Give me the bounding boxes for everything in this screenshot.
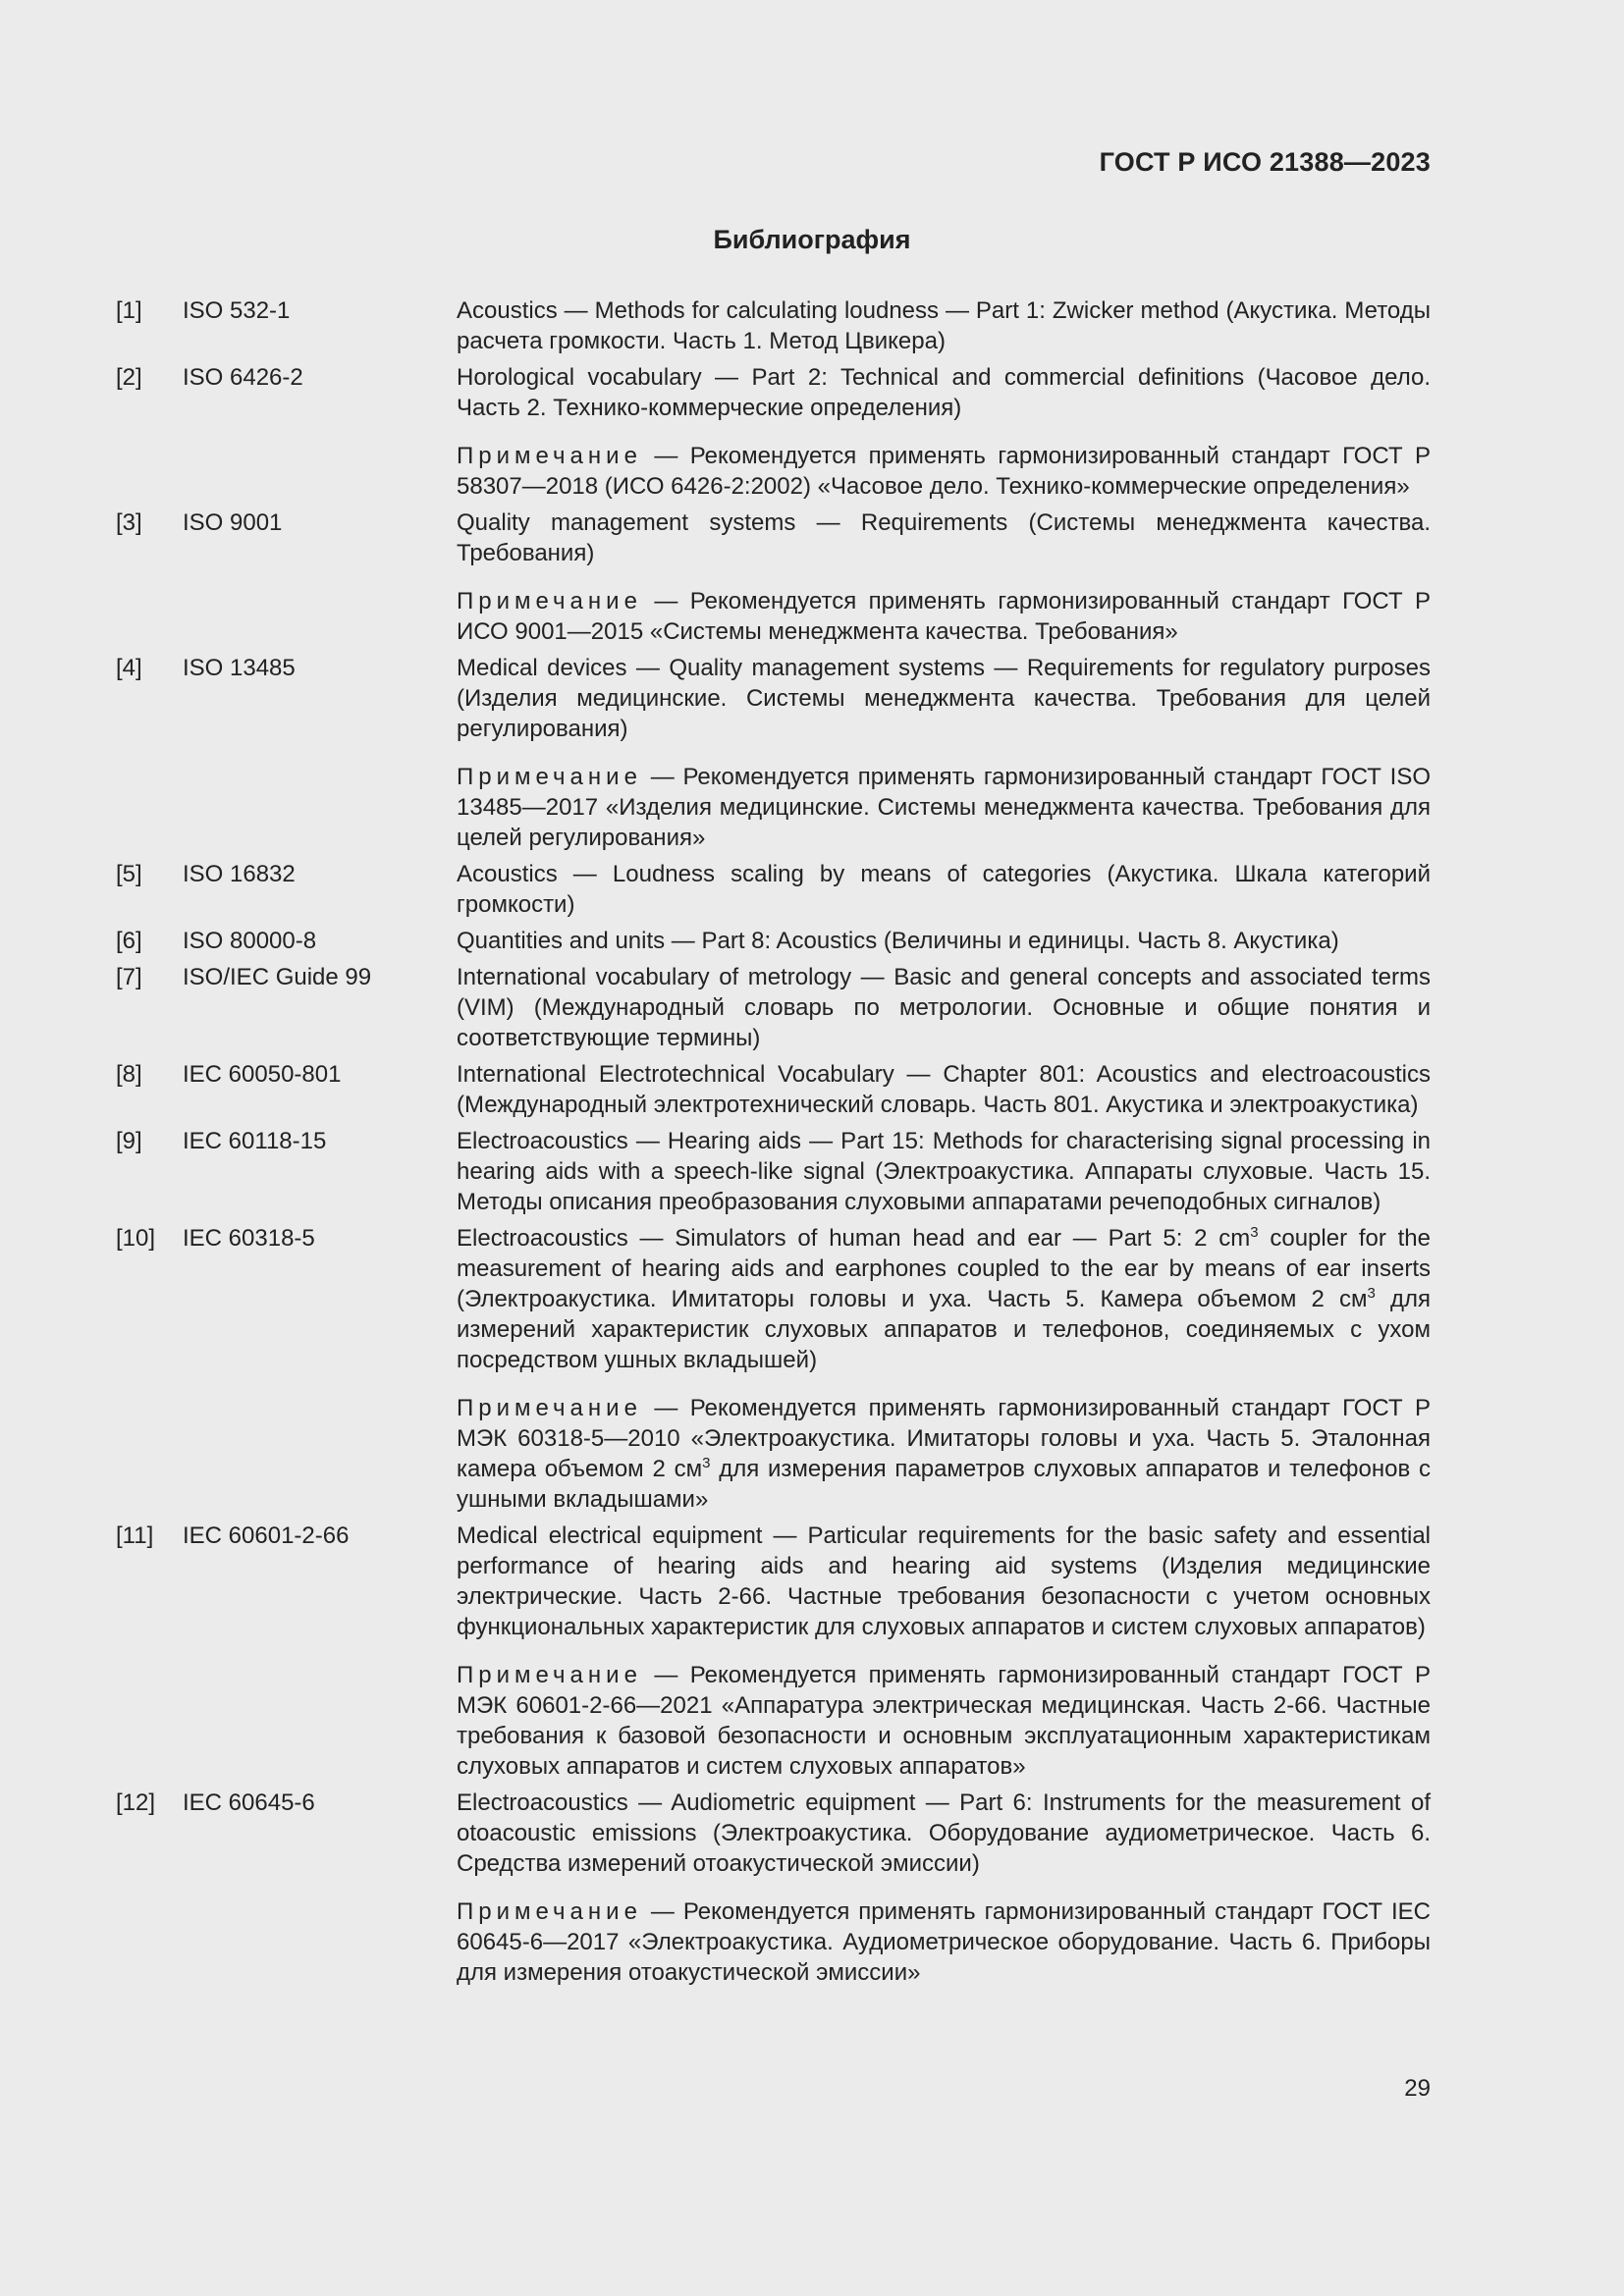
entry-description: Acoustics — Methods for calculating loudness — Part 1: Zwicker method (Акустика. Методы расчета громкости. Часть 1. Метод Цвикера)	[457, 297, 1431, 354]
entry-description: Acoustics — Loudness scaling by means of categories (Акустика. Шкала категорий громкости)	[457, 861, 1431, 918]
entry-code: IEC 60645-6	[183, 1789, 315, 1816]
entry-number: [7]	[116, 964, 142, 990]
entry-code: ISO 13485	[183, 655, 296, 681]
entry-description: International Electrotechnical Vocabulary — Chapter 801: Acoustics and electroacoustics (Международный электротехнический словарь. Часть 801. Акустика и электроакустика)	[457, 1061, 1431, 1118]
entry-code: ISO 9001	[183, 509, 283, 536]
entry-number: [9]	[116, 1128, 142, 1154]
superscript: 3	[702, 1455, 711, 1471]
bibliography-entry	[116, 295, 1431, 356]
page-title: Библиография	[713, 225, 911, 254]
entry-description: International vocabulary of metrology — Basic and general concepts and associated terms (VIM) (Международный словарь по метрологии. Основные и общие понятия и соответствующие термины)	[457, 964, 1431, 1051]
entry-number: [1]	[116, 297, 142, 324]
standard-designation: ГОСТ Р ИСО 21388—2023	[1099, 147, 1431, 177]
bibliography-entry	[116, 1059, 1431, 1120]
entry-description	[457, 1223, 1431, 1375]
entry-number: [10]	[116, 1225, 156, 1252]
entry-number: [5]	[116, 861, 142, 887]
entry-code: ISO 532-1	[183, 297, 291, 324]
entry-code: ISO 6426-2	[183, 364, 303, 391]
note-label: Примечание	[457, 1395, 642, 1421]
page-number: 29	[1404, 2075, 1431, 2102]
desc-text: для измерений характеристик слуховых аппаратов и телефонов, соединяемых с ухом посредством ушных вкладышей)	[457, 1286, 1432, 1373]
entry-code: IEC 60118-15	[183, 1128, 327, 1154]
note-text: — Рекомендуется применять гармонизированный стандарт ГОСТ Р МЭК 60318-5—2010 «Электроакустика. Имитаторы головы и уха. Часть 5. Эталонная камера объемом 2 см	[457, 1395, 1431, 1482]
superscript: 3	[1250, 1224, 1259, 1241]
entry-code: IEC 60601-2-66	[183, 1522, 350, 1549]
entry-note	[457, 762, 1431, 853]
entry-number: [6]	[116, 928, 142, 954]
note-text: — Рекомендуется применять гармонизированный стандарт ГОСТ ISO 13485—2017 «Изделия медицинские. Системы менеджмента качества. Требования для целей регулирования»	[457, 764, 1431, 851]
bibliography-entry	[116, 962, 1431, 1053]
note-text: — Рекомендуется применять гармонизированный стандарт ГОСТ Р ИСО 9001—2015 «Системы менеджмента качества. Требования»	[457, 588, 1431, 645]
superscript: 3	[1367, 1285, 1376, 1302]
entry-number: [3]	[116, 509, 142, 536]
bibliography-entry	[116, 362, 1431, 502]
bibliography-entry	[116, 653, 1431, 853]
entry-number: [8]	[116, 1061, 142, 1088]
bibliography-entry	[116, 926, 1431, 956]
note-text: — Рекомендуется применять гармонизированный стандарт ГОСТ Р 58307—2018 (ИСО 6426-2:2002) «Часовое дело. Технико-коммерческие определения»	[457, 443, 1431, 500]
desc-text: coupler for the measurement of hearing aids and earphones coupled to the ear by means of ear inserts (Электроакустика. Имитаторы головы и уха. Часть 5. Камера объемом 2 см	[457, 1225, 1431, 1312]
entry-note	[457, 586, 1431, 647]
entry-note	[457, 1660, 1431, 1782]
bibliography-list	[116, 295, 1431, 1994]
bibliography-entry	[116, 507, 1431, 647]
desc-text: Electroacoustics — Simulators of human head and ear — Part 5: 2 cm	[457, 1225, 1251, 1252]
entry-description: Horological vocabulary — Part 2: Technical and commercial definitions (Часовое дело. Часть 2. Технико-коммерческие определения)	[457, 364, 1431, 421]
entry-note	[457, 1896, 1431, 1988]
entry-number: [2]	[116, 364, 142, 391]
entry-description: Quality management systems — Requirements (Системы менеджмента качества. Требования)	[457, 509, 1431, 566]
entry-description: Medical electrical equipment — Particular requirements for the basic safety and essential performance of hearing aids and hearing aid systems (Изделия медицинские электрические. Часть 2-66. Частные требования безопасности с учетом основных функциональных характеристик для слуховых аппаратов и систем слуховых аппаратов)	[457, 1522, 1431, 1640]
note-text: — Рекомендуется применять гармонизированный стандарт ГОСТ IEC 60645-6—2017 «Электроакустика. Аудиометрическое оборудование. Часть 6. Приборы для измерения отоакустической эмиссии»	[457, 1898, 1431, 1986]
entry-description: Quantities and units — Part 8: Acoustics (Величины и единицы. Часть 8. Акустика)	[457, 928, 1339, 954]
entry-code: ISO 80000-8	[183, 928, 317, 954]
bibliography-entry	[116, 1126, 1431, 1217]
note-label: Примечание	[457, 443, 642, 469]
entry-description: Medical devices — Quality management systems — Requirements for regulatory purposes (Изделия медицинские. Системы менеджмента качества. Требования для целей регулирования)	[457, 655, 1431, 742]
bibliography-entry	[116, 1521, 1431, 1782]
entry-note	[457, 441, 1431, 502]
entry-code: ISO 16832	[183, 861, 296, 887]
entry-number: [11]	[116, 1522, 154, 1549]
note-label: Примечание	[457, 588, 642, 614]
entry-number: [12]	[116, 1789, 156, 1816]
note-label: Примечание	[457, 1662, 642, 1688]
entry-code: IEC 60050-801	[183, 1061, 342, 1088]
note-text: для измерения параметров слуховых аппаратов и телефонов с ушными вкладышами»	[457, 1456, 1432, 1513]
entry-code: ISO/IEC Guide 99	[183, 964, 372, 990]
note-label: Примечание	[457, 1898, 642, 1925]
bibliography-entry	[116, 1223, 1431, 1515]
entry-number: [4]	[116, 655, 142, 681]
bibliography-entry	[116, 859, 1431, 920]
note-label: Примечание	[457, 764, 642, 790]
note-text: — Рекомендуется применять гармонизированный стандарт ГОСТ Р МЭК 60601-2-66—2021 «Аппаратура электрическая медицинская. Часть 2-66. Частные требования к базовой безопасности и основным эксплуатационным характеристикам слуховых аппаратов и систем слуховых аппаратов»	[457, 1662, 1431, 1780]
entry-description: Electroacoustics — Audiometric equipment — Part 6: Instruments for the measurement of otoacoustic emissions (Электроакустика. Оборудование аудиометрическое. Часть 6. Средства измерений отоакустической эмиссии)	[457, 1789, 1431, 1877]
bibliography-entry	[116, 1788, 1431, 1988]
entry-description: Electroacoustics — Hearing aids — Part 15: Methods for characterising signal processing in hearing aids with a speech-like signal (Электроакустика. Аппараты слуховые. Часть 15. Методы описания преобразования слуховыми аппаратами речеподобных сигналов)	[457, 1128, 1431, 1215]
entry-note	[457, 1393, 1431, 1515]
entry-code: IEC 60318-5	[183, 1225, 315, 1252]
